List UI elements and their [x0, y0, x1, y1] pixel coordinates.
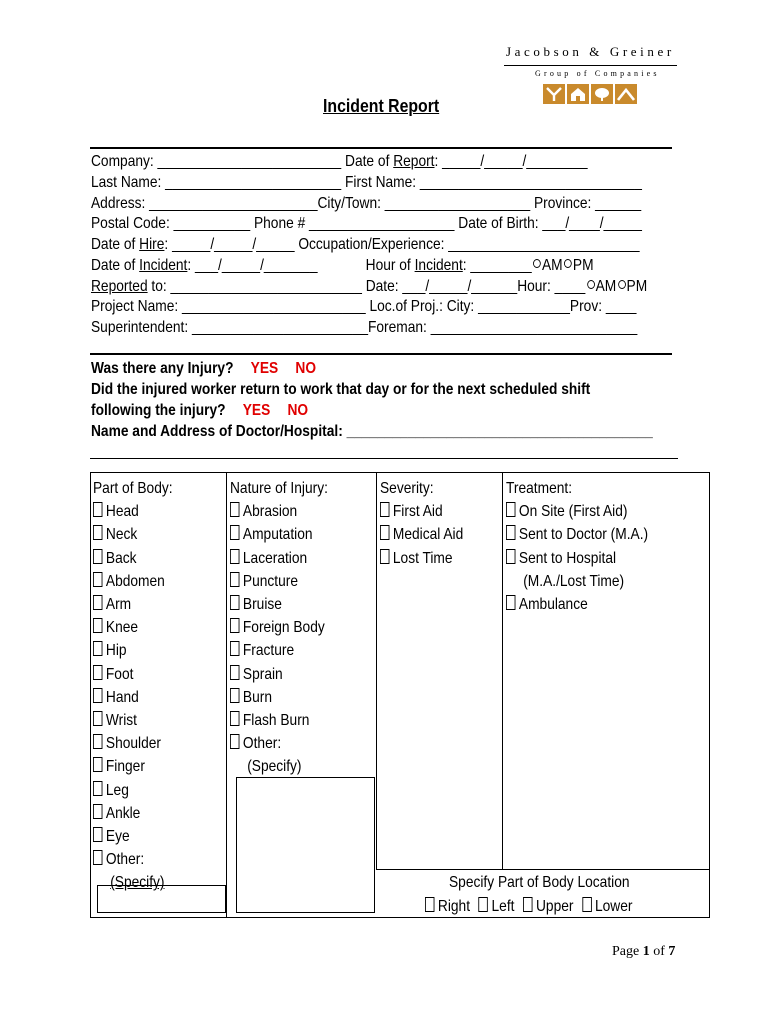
- nature-option-label: Abrasion: [242, 503, 298, 521]
- checkbox-icon[interactable]: [523, 897, 532, 912]
- checkbox-icon[interactable]: [93, 711, 102, 726]
- checkbox-icon[interactable]: [230, 618, 239, 633]
- nature-option-label: Amputation: [242, 526, 313, 544]
- y-icon: [543, 84, 565, 104]
- page-title: Incident Report: [323, 96, 440, 116]
- checkbox-icon[interactable]: [93, 757, 102, 772]
- body-column: [93, 477, 186, 917]
- body-header: Part of Body:: [93, 480, 173, 497]
- body-option-label: Eye: [105, 828, 130, 846]
- body-option-other[interactable]: [93, 848, 173, 871]
- roof-icon: [615, 84, 637, 104]
- checkbox-icon[interactable]: [93, 804, 102, 819]
- body-option-label: Wrist: [105, 712, 137, 730]
- form-line-reported: Reported to: _________________________ Date: ___/_____/______Hour: ____ AM PM: [91, 278, 648, 295]
- checkbox-icon[interactable]: [93, 827, 102, 842]
- treatment-option-label: Sent to Hospital: [518, 549, 617, 567]
- checkbox-icon[interactable]: [93, 549, 102, 564]
- body-option-label: Abdomen: [105, 572, 165, 590]
- checkbox-icon[interactable]: [506, 595, 515, 610]
- body-option-neck[interactable]: [93, 523, 173, 546]
- treatment-option-ambulance[interactable]: Ambulance: [506, 593, 648, 616]
- form-line-address: Address: ______________________City/Town: ___________________ Province: ______: [91, 195, 642, 212]
- checkbox-icon[interactable]: [230, 665, 239, 680]
- checkbox-icon[interactable]: [506, 525, 515, 540]
- checkbox-icon[interactable]: [506, 502, 515, 517]
- nature-option-flash-burn[interactable]: [230, 709, 328, 732]
- nature-option-label: Puncture: [242, 572, 298, 590]
- body-option-arm[interactable]: [93, 593, 173, 616]
- body-option-label: Foot: [105, 665, 134, 683]
- treatment-sub: (M.A./Lost Time): [523, 572, 625, 590]
- company-subtitle: Group of Companies: [535, 69, 660, 78]
- checkbox-icon[interactable]: [582, 897, 591, 912]
- body-option-finger[interactable]: [93, 755, 173, 778]
- body-option-wrist[interactable]: [93, 709, 173, 732]
- checkbox-icon[interactable]: [380, 525, 389, 540]
- location-option-label: Right: [437, 898, 471, 915]
- severity-header: Severity:: [380, 480, 434, 497]
- injury-question: Was there any Injury? YES NO: [91, 360, 317, 377]
- body-option-hand[interactable]: [93, 686, 173, 709]
- col-sep-3: [502, 473, 503, 870]
- top-divider: [90, 147, 672, 149]
- body-option-label: Hand: [105, 688, 139, 706]
- checkbox-icon[interactable]: [93, 850, 102, 865]
- severity-option-label: Lost Time: [392, 549, 453, 567]
- am-radio-icon[interactable]: [533, 259, 541, 268]
- form-line-incident: Date of Incident: ___/_____/_______ Hour of Incident: ________ AM PM: [91, 257, 594, 274]
- body-option-knee[interactable]: [93, 616, 173, 639]
- checkbox-icon[interactable]: [230, 688, 239, 703]
- checkbox-icon[interactable]: [93, 734, 102, 749]
- return-yes[interactable]: YES: [242, 402, 271, 419]
- location-option-upper[interactable]: [523, 898, 573, 915]
- company-name: Jacobson & Greiner: [506, 44, 675, 59]
- treatment-header: Treatment:: [506, 480, 573, 497]
- nature-option-label: Burn: [242, 688, 272, 706]
- body-option-label: Head: [105, 503, 139, 521]
- nature-option-label: Bruise: [242, 596, 282, 614]
- nature-option-fracture[interactable]: [230, 639, 328, 662]
- checkbox-icon[interactable]: [93, 595, 102, 610]
- body-option-back[interactable]: [93, 547, 173, 570]
- nature-option-bruise[interactable]: [230, 593, 328, 616]
- location-option-left[interactable]: [479, 898, 515, 915]
- location-option-right[interactable]: [425, 898, 470, 915]
- location-option-label: Left: [491, 898, 515, 915]
- nature-option-label: Other:: [242, 735, 282, 753]
- checkbox-icon[interactable]: [93, 641, 102, 656]
- checkbox-icon[interactable]: [380, 502, 389, 517]
- body-option-label: Shoulder: [105, 735, 161, 753]
- nature-option-abrasion[interactable]: [230, 500, 328, 523]
- form-line-company: Company: ________________________ Date of Report: _____/_____/________: [91, 153, 588, 170]
- nature-option-sprain[interactable]: [230, 663, 328, 686]
- checkbox-icon[interactable]: [93, 781, 102, 796]
- checkbox-icon[interactable]: [93, 665, 102, 680]
- location-option-label: Upper: [535, 898, 574, 915]
- location-options: [425, 895, 641, 918]
- body-option-abdomen[interactable]: [93, 570, 173, 593]
- injury-yes[interactable]: YES: [250, 360, 279, 377]
- doctor-underline: [90, 458, 678, 459]
- col-sep-2: [376, 473, 377, 870]
- nature-option-label: Laceration: [242, 549, 308, 567]
- nature-option-label: Sprain: [242, 665, 283, 683]
- body-option-label: Knee: [105, 619, 139, 637]
- treatment-option-sent-to-hospital[interactable]: [506, 547, 648, 570]
- body-option-label: Finger: [105, 758, 145, 776]
- body-option-head[interactable]: [93, 500, 173, 523]
- body-option-label: Other:: [105, 851, 145, 869]
- nature-option-burn[interactable]: [230, 686, 328, 709]
- body-specify: (Specify): [110, 874, 165, 892]
- return-question-2: following the injury? YES NO: [91, 402, 309, 419]
- checkbox-icon[interactable]: [93, 688, 102, 703]
- severity-column: [380, 477, 477, 917]
- severity-option-label: Medical Aid: [392, 526, 464, 544]
- body-specify-box[interactable]: [97, 885, 226, 913]
- checkbox-icon[interactable]: [93, 572, 102, 587]
- checkbox-icon[interactable]: [230, 641, 239, 656]
- body-option-label: Leg: [105, 781, 129, 799]
- checkbox-icon[interactable]: [230, 734, 239, 749]
- body-option-label: Ankle: [105, 804, 141, 822]
- body-option-eye[interactable]: [93, 825, 173, 848]
- body-option-hip[interactable]: [93, 639, 173, 662]
- body-option-leg[interactable]: [93, 779, 173, 802]
- checkbox-icon[interactable]: [230, 525, 239, 540]
- location-option-lower[interactable]: [582, 898, 632, 915]
- checkbox-icon[interactable]: [230, 595, 239, 610]
- nature-specify-box[interactable]: [236, 777, 375, 913]
- body-option-shoulder[interactable]: [93, 732, 173, 755]
- return-no[interactable]: NO: [287, 402, 309, 419]
- checkbox-icon[interactable]: [479, 897, 488, 912]
- nature-option-other[interactable]: [230, 732, 328, 755]
- pm-radio-icon-2[interactable]: [618, 280, 626, 289]
- treatment-option-label: On Site (First Aid): [518, 503, 628, 521]
- body-option-label: Arm: [105, 596, 132, 614]
- nature-header: Nature of Injury:: [230, 480, 328, 497]
- injury-table: [90, 472, 710, 918]
- body-option-label: Neck: [105, 526, 138, 544]
- nature-option-label: Foreign Body: [242, 619, 325, 637]
- mid-divider: [90, 353, 672, 355]
- form-line-superintendent: Superintendent: _______________________Foreman: ___________________________: [91, 319, 638, 336]
- checkbox-icon[interactable]: [93, 502, 102, 517]
- nature-option-laceration[interactable]: [230, 547, 328, 570]
- nature-specify: (Specify): [247, 758, 302, 776]
- house-icon: [567, 84, 589, 104]
- nature-option-label: Fracture: [242, 642, 295, 660]
- checkbox-icon[interactable]: [506, 549, 515, 564]
- col-sep-1: [226, 473, 227, 917]
- body-option-ankle[interactable]: [93, 802, 173, 825]
- checkbox-icon[interactable]: [93, 525, 102, 540]
- treatment-option-sent-to-doctor-m-a[interactable]: [506, 523, 648, 546]
- am-radio-icon-2[interactable]: [587, 280, 595, 289]
- checkbox-icon[interactable]: [230, 549, 239, 564]
- logo-rule: [504, 65, 677, 66]
- checkbox-icon[interactable]: [93, 618, 102, 633]
- severity-option-medical-aid[interactable]: [380, 523, 463, 546]
- form-line-postal: Postal Code: __________ Phone # ___________________ Date of Birth: ___/____/_____: [91, 215, 642, 232]
- form-line-name: Last Name: _______________________ First Name: _____________________________: [91, 174, 642, 191]
- tree-icon: [591, 84, 613, 104]
- form-line-project: Project Name: ________________________ Loc.of Proj.: City: ____________Prov: ____: [91, 298, 637, 315]
- checkbox-icon[interactable]: [230, 572, 239, 587]
- nature-option-puncture[interactable]: [230, 570, 328, 593]
- nature-option-foreign-body[interactable]: [230, 616, 328, 639]
- page-number: Page 1 of 7: [612, 944, 676, 959]
- severity-option-label: First Aid: [392, 503, 443, 521]
- treatment-option-on-site-first-aid[interactable]: [506, 500, 648, 523]
- injury-no[interactable]: NO: [295, 360, 317, 377]
- form-line-hire: Date of Hire: _____/_____/_____ Occupation/Experience: _________________________: [91, 236, 640, 253]
- nature-option-amputation[interactable]: [230, 523, 328, 546]
- treatment-option-label: Sent to Doctor (M.A.): [518, 526, 649, 544]
- severity-option-lost-time[interactable]: [380, 547, 463, 570]
- return-question-1: Did the injured worker return to work that day or for the next scheduled shift: [91, 381, 591, 398]
- location-label: Specify Part of Body Location: [449, 874, 630, 891]
- checkbox-icon[interactable]: [230, 711, 239, 726]
- body-option-label: Hip: [105, 642, 127, 660]
- body-option-label: Back: [105, 549, 137, 567]
- doctor-line: Name and Address of Doctor/Hospital: ________________________________________: [91, 423, 653, 440]
- nature-option-label: Flash Burn: [242, 712, 310, 730]
- location-option-label: Lower: [594, 898, 633, 915]
- severity-option-first-aid[interactable]: [380, 500, 463, 523]
- checkbox-icon[interactable]: [380, 549, 389, 564]
- checkbox-icon[interactable]: [230, 502, 239, 517]
- pm-radio-icon[interactable]: [564, 259, 572, 268]
- company-logo: [543, 84, 637, 104]
- treatment-column: [506, 477, 671, 917]
- body-option-foot[interactable]: [93, 663, 173, 686]
- checkbox-icon[interactable]: [425, 897, 434, 912]
